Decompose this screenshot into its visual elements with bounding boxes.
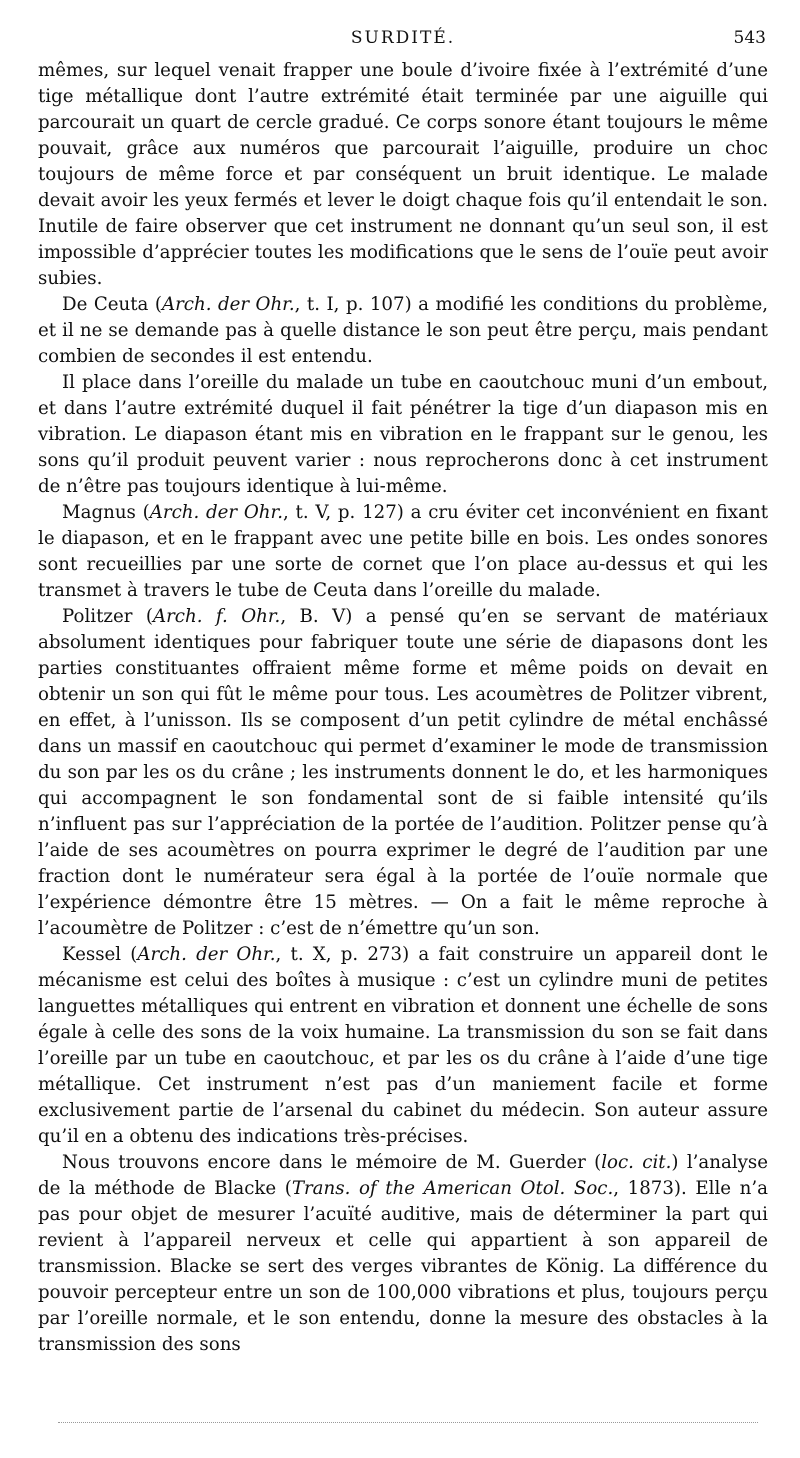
citation-title: Arch. der Ohr. bbox=[149, 502, 283, 523]
citation-title: loc. cit. bbox=[601, 1152, 672, 1173]
paragraph-2-text: Il place dans l’oreille du malade un tube en caoutchouc muni d’un embout, et dans l’autre extrémité duquel il fait pénétrer la tige d’un diapason mis en vibration. Le diapason étant mis en vibration en le frappant sur le genou, les sons qu’il produit peuvent varier : nous reprocherons donc à cet instrument de n’être pas toujours identique à lui-même. bbox=[38, 372, 768, 497]
citation-title: Arch. der Ohr. bbox=[161, 294, 295, 315]
body-text bbox=[38, 58, 768, 1358]
paragraph-1-text: De Ceuta ( bbox=[62, 294, 162, 315]
paragraph-5-text: Kessel ( bbox=[62, 944, 138, 965]
paragraph-3-text: Magnus ( bbox=[62, 502, 150, 523]
paragraph-5 bbox=[38, 942, 768, 1150]
paragraph-6 bbox=[38, 1150, 768, 1358]
paragraph-0 bbox=[38, 58, 768, 292]
paragraph-1-text: , t. I, p. 107) a modifié les conditions du problème, et il ne se demande pas à quelle distance le son peut être perçu, mais pendant combien de secondes il est entendu. bbox=[38, 294, 768, 367]
running-title: SURDITÉ. bbox=[350, 28, 456, 48]
paragraph-1 bbox=[38, 292, 768, 370]
citation-title: Arch. der Ohr. bbox=[137, 944, 276, 965]
citation-title: Trans. of the American Otol. Soc. bbox=[291, 1178, 614, 1199]
page-number: 543 bbox=[733, 28, 766, 48]
paragraph-4-text: Politzer ( bbox=[62, 606, 153, 627]
paragraph-2 bbox=[38, 370, 768, 500]
paragraph-3 bbox=[38, 500, 768, 604]
paragraph-5-text: , t. X, p. 273) a fait construire un appareil dont le mécanisme est celui des boîtes à musique : c’est un cylindre muni de petites languettes métalliques qui entrent en vibration et donnent une échelle de sons égale à celle des sons de la voix humaine. La transmission du son se fait dans l’oreille par un tube en caoutchouc, et par les os du crâne à l’aide d’une tige métallique. Cet instrument n’est pas d’un maniement facile et forme exclusivement partie de l’arsenal du cabinet du médecin. Son auteur assure qu’il en a obtenu des indications très-précises. bbox=[38, 944, 768, 1147]
footer-rule bbox=[58, 1422, 758, 1423]
paragraph-4-text: , B. V) a pensé qu’en se servant de matériaux absolument identiques pour fabriquer toute une série de diapasons dont les parties constituantes offraient même forme et même poids on devait en obtenir un son qui fût le même pour tous. Les acoumètres de Politzer vibrent, en effet, à l’unisson. Ils se composent d’un petit cylindre de métal enchâssé dans un massif en caoutchouc qui permet d’examiner le mode de transmission du son par les os du crâne ; les instruments donnent le do, et les harmoniques qui accompagnent le son fondamental sont de si faible intensité qu’ils n’influent pas sur l’appréciation de la portée de l’audition. Politzer pense qu’à l’aide de ses acoumètres on pourra exprimer le degré de l’audition par une fraction dont le numérateur sera égal à la portée de l’ouïe normale que l’expérience démontre être 15 mètres. — On a fait le même reproche à l’acoumètre de Politzer : c’est de n’émettre qu’un son. bbox=[38, 606, 768, 939]
citation-title: Arch. f. Ohr. bbox=[152, 606, 281, 627]
paragraph-3-text: , t. V, p. 127) a cru éviter cet inconvénient en fixant le diapason, et en le frappant avec une petite bille en bois. Les ondes sonores sont recueillies par une sorte de cornet que l’on place au-dessus et qui les transmet à travers le tube de Ceuta dans l’oreille du malade. bbox=[38, 502, 769, 601]
page bbox=[38, 28, 768, 1358]
paragraph-6-text: , 1873). Elle n’a pas pour objet de mesurer l’acuïté auditive, mais de déterminer la part qui revient à l’appareil nerveux et celle qui appartient à son appareil de transmission. Blacke se sert des verges vibrantes de König. La différence du pouvoir percepteur entre un son de 100,000 vibrations et plus, toujours perçu par l’oreille normale, et le son entendu, donne la mesure des obstacles à la transmission des sons bbox=[38, 1178, 768, 1355]
paragraph-4 bbox=[38, 604, 768, 942]
running-header bbox=[38, 28, 768, 58]
paragraph-0-text: mêmes, sur lequel venait frapper une boule d’ivoire fixée à l’extrémité d’une tige métallique dont l’autre extrémité était terminée par une aiguille qui parcourait un quart de cercle gradué. Ce corps sonore étant toujours le même pouvait, grâce aux numéros que parcourait l’aiguille, produire un choc toujours de même force et par conséquent un bruit identique. Le malade devait avoir les yeux fermés et lever le doigt chaque fois qu’il entendait le son. Inutile de faire observer que cet instrument ne donnant qu’un seul son, il est impossible d’apprécier toutes les modifications que le sens de l’ouïe peut avoir subies. bbox=[38, 60, 768, 289]
paragraph-6-text: ) l’analyse de la méthode de Blacke ( bbox=[38, 1152, 769, 1199]
paragraph-6-text: Nous trouvons encore dans le mémoire de M. Guerder ( bbox=[62, 1152, 602, 1173]
